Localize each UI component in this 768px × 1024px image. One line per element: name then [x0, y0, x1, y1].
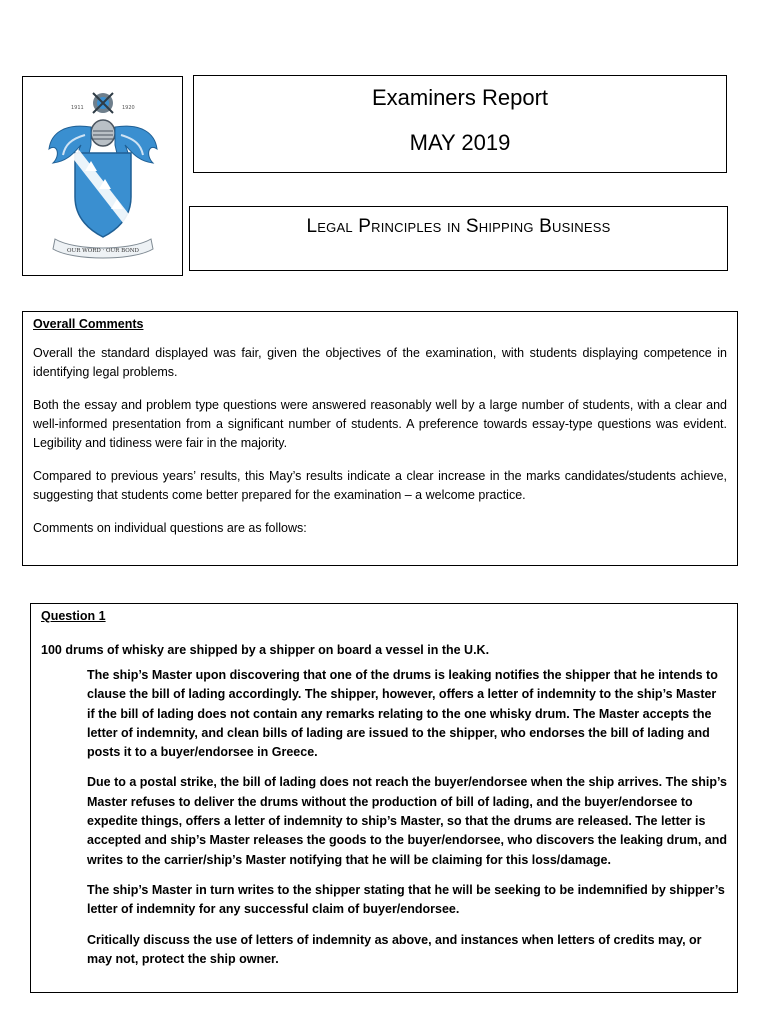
question-paragraph: The ship’s Master upon discovering that one of the drums is leaking notifies the shipper that he intends to clause the bill of lading accordingly. The shipper, however, offers a letter of indemnity to the ship’s Master if the bill of lading does not contain any remarks relating to the one whisky drum. The Master accepts the letter of indemnity, and clean bills of lading are issued to the shipper, who endorses the bill of lading and posts it to a buyer/endorsee in Greece.: [87, 668, 718, 760]
question-1-section: [30, 603, 738, 993]
question-paragraph: Critically discuss the use of letters of indemnity as above, and instances when letters of credits may, or may not, protect the ship owner.: [87, 932, 702, 966]
comments-paragraph: Comments on individual questions are as follows:: [33, 521, 307, 535]
comments-paragraph: Both the essay and problem type questions were answered reasonably well by a large number of students, with a clear and well-informed presentation from a significant number of students. A preference towards essay-type questions was evident. Legibility and tidiness were fair in the majority.: [33, 398, 727, 450]
coat-of-arms-crest: [35, 85, 171, 265]
question-paragraph: Due to a postal strike, the bill of lading does not reach the buyer/endorsee when the ship arrives. The ship’s Master refuses to deliver the drums without the production of bill of lading, and the buyer/endorsee to expedite things, offers a letter of indemnity to ship’s Master, so that the drums are released. The letter is accepted and ship’s Master releases the goods to the buyer/endorsee, who discovers the leaking drum, and writes to the carrier/ship’s Master notifying that he will be claiming for this loss/damage.: [87, 775, 727, 867]
institute-crest-box: [22, 76, 183, 276]
subject-title: Legal Principles in Shipping Business: [306, 216, 611, 237]
report-date: MAY 2019: [409, 130, 511, 155]
overall-comments-section: [22, 311, 738, 566]
comments-paragraph: Compared to previous years’ results, this May’s results indicate a clear increase in the marks candidates/students achieve, suggesting that students come better prepared for the examination – a welcome practice.: [33, 469, 727, 502]
report-title-box: [193, 75, 727, 173]
comments-paragraph: Overall the standard displayed was fair, given the objectives of the examination, with students displaying competence in identifying legal problems.: [33, 346, 727, 379]
subject-title-box: [189, 206, 728, 271]
crest-year-left: 1911: [71, 105, 84, 111]
question-1-heading: Question 1: [41, 609, 106, 623]
report-title: Examiners Report: [371, 85, 549, 110]
question-1-lead: 100 drums of whisky are shipped by a shipper on board a vessel in the U.K.: [41, 643, 490, 657]
crest-motto: OUR WORD · OUR BOND: [67, 248, 139, 254]
crest-year-right: 1920: [122, 105, 135, 111]
question-paragraph: The ship’s Master in turn writes to the shipper stating that he will be seeking to be indemnified by shipper’s letter of indemnity for any successful claim of buyer/endorsee.: [87, 882, 725, 917]
overall-comments-heading: Overall Comments: [33, 317, 144, 331]
